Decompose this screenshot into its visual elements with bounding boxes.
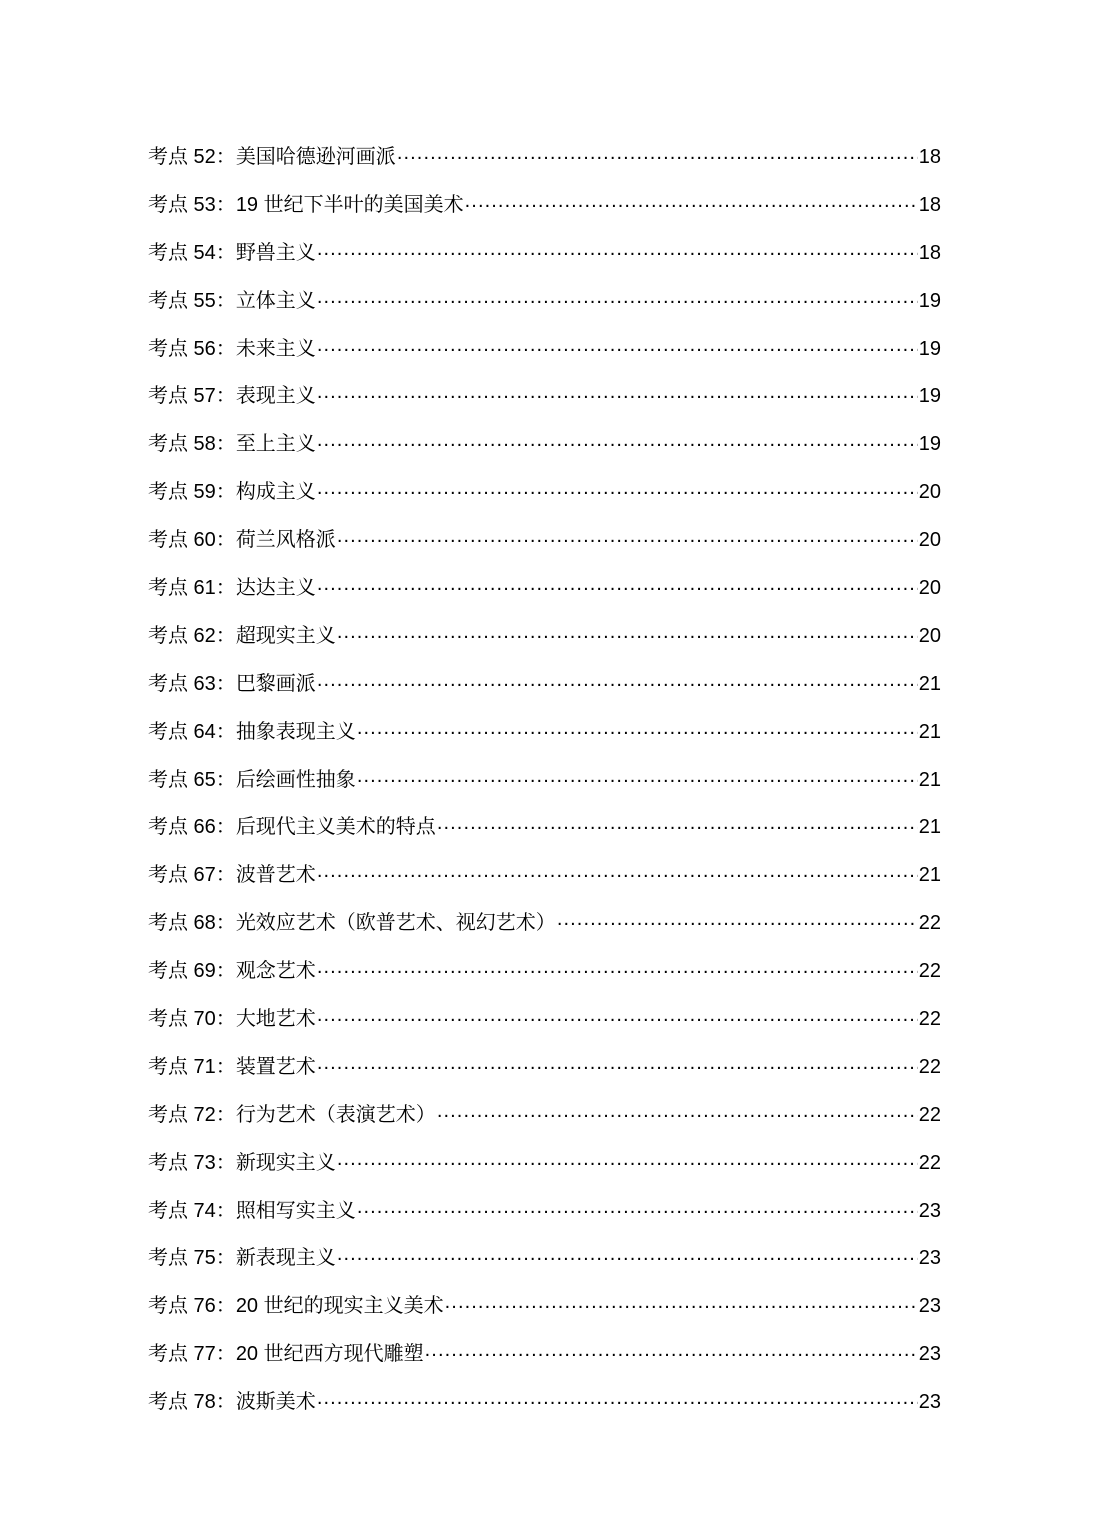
dot-leader [317,382,918,402]
toc-entry-page: 23 [918,1295,941,1318]
toc-entry-title: 波斯美术 [235,1391,316,1414]
toc-entry-title: 观念艺术 [235,960,316,983]
toc-entry-page: 22 [918,960,941,983]
dot-leader [317,430,918,450]
toc-entry-page: 22 [918,1055,941,1078]
toc-entry-number: 考点 68： [148,912,236,935]
toc-entry[interactable] [148,284,941,332]
toc-entry[interactable] [148,619,941,667]
toc-entry[interactable] [148,1289,941,1337]
toc-entry-page: 18 [918,193,941,216]
toc-entry-number: 考点 73： [148,1151,236,1174]
toc-entry-title: 装置艺术 [235,1055,316,1078]
toc-entry-title: 照相写实主义 [235,1199,356,1222]
toc-entry-page: 23 [918,1391,941,1414]
toc-entry-page: 20 [918,577,941,600]
toc-entry[interactable] [148,571,941,619]
toc-entry-number: 考点 57： [148,385,236,408]
toc-entry-number: 考点 75： [148,1247,236,1270]
toc-entry[interactable] [148,332,941,380]
toc-entry-page: 19 [918,385,941,408]
toc-entry[interactable] [148,1385,941,1433]
toc-entry-page: 22 [918,1008,941,1031]
dot-leader [337,1149,918,1169]
toc-entry-page: 23 [918,1199,941,1222]
toc-entry-title: 立体主义 [235,289,316,312]
toc-entry-page: 21 [918,768,941,791]
dot-leader [317,861,918,881]
dot-leader [317,1005,918,1025]
toc-entry-number: 考点 64： [148,720,236,743]
toc-entry-number: 考点 77： [148,1343,236,1366]
toc-entry-page: 20 [918,481,941,504]
toc-entry-title: 野兽主义 [235,241,316,264]
toc-entry-title: 未来主义 [235,337,316,360]
toc-entry[interactable] [148,1194,941,1242]
table-of-contents [148,140,941,1433]
toc-entry-number: 考点 63： [148,672,236,695]
toc-entry-title: 波普艺术 [235,864,316,887]
toc-entry-number: 考点 67： [148,864,236,887]
toc-entry-number: 考点 65： [148,768,236,791]
toc-entry[interactable] [148,1050,941,1098]
toc-entry[interactable] [148,715,941,763]
toc-entry-number: 考点 66： [148,816,236,839]
toc-entry[interactable] [148,810,941,858]
toc-entry-page: 22 [918,912,941,935]
toc-entry-title: 19 世纪下半叶的美国美术 [235,193,464,216]
toc-entry-number: 考点 74： [148,1199,236,1222]
toc-entry-page: 19 [918,289,941,312]
toc-entry[interactable] [148,1337,941,1385]
toc-entry-page: 21 [918,864,941,887]
toc-entry-title: 超现实主义 [235,624,336,647]
toc-entry-page: 21 [918,720,941,743]
toc-entry-title: 构成主义 [235,481,316,504]
toc-entry-page: 23 [918,1247,941,1270]
toc-entry-page: 23 [918,1343,941,1366]
toc-entry-title: 巴黎画派 [235,672,316,695]
toc-entry[interactable] [148,763,941,811]
toc-entry-title: 达达主义 [235,577,316,600]
toc-entry-number: 考点 61： [148,577,236,600]
toc-entry-title: 大地艺术 [235,1008,316,1031]
dot-leader [337,1244,918,1264]
toc-entry-title: 美国哈德逊河画派 [235,146,396,168]
dot-leader [437,813,918,833]
toc-entry-title: 至上主义 [235,433,316,456]
toc-entry-page: 22 [918,1151,941,1174]
toc-entry[interactable] [148,667,941,715]
toc-entry-number: 考点 70： [148,1008,236,1031]
toc-entry-title: 后现代主义美术的特点 [235,816,436,839]
toc-entry-title: 抽象表现主义 [235,720,356,743]
toc-entry-page: 18 [918,241,941,264]
dot-leader [317,335,918,355]
toc-entry[interactable] [148,475,941,523]
toc-entry-page: 22 [918,1103,941,1126]
toc-entry[interactable] [148,1241,941,1289]
dot-leader [337,622,918,642]
toc-entry-number: 考点 54： [148,241,236,264]
toc-entry[interactable] [148,906,941,954]
dot-leader [465,191,918,211]
toc-entry-title: 20 世纪的现实主义美术 [235,1295,444,1318]
toc-entry-page: 20 [918,529,941,552]
toc-entry-title: 行为艺术（表演艺术） [235,1103,436,1126]
dot-leader [357,1197,918,1217]
toc-entry-number: 考点 52： [148,146,236,168]
dot-leader [397,143,918,163]
toc-entry-page: 19 [918,337,941,360]
dot-leader [317,1388,918,1408]
toc-entry[interactable] [148,140,941,188]
dot-leader [317,957,918,977]
dot-leader [317,478,918,498]
toc-entry-number: 考点 72： [148,1103,236,1126]
toc-entry-title: 荷兰风格派 [235,529,336,552]
toc-entry-number: 考点 69： [148,960,236,983]
toc-entry[interactable] [148,1098,941,1146]
toc-entry-number: 考点 53： [148,193,236,216]
toc-entry-title: 新现实主义 [235,1151,336,1174]
toc-entry[interactable] [148,858,941,906]
dot-leader [317,1053,918,1073]
toc-entry-number: 考点 71： [148,1055,236,1078]
toc-entry[interactable] [148,188,941,236]
toc-entry-page: 18 [918,146,941,168]
dot-leader [317,574,918,594]
toc-entry-page: 21 [918,672,941,695]
toc-entry[interactable] [148,1146,941,1194]
dot-leader [425,1340,918,1360]
toc-entry-title: 后绘画性抽象 [235,768,356,791]
toc-entry-number: 考点 62： [148,624,236,647]
dot-leader [437,1101,918,1121]
toc-entry-number: 考点 60： [148,529,236,552]
toc-entry-number: 考点 58： [148,433,236,456]
toc-entry[interactable] [148,954,941,1002]
toc-entry-page: 19 [918,433,941,456]
toc-entry-title: 表现主义 [235,385,316,408]
toc-entry[interactable] [148,427,941,475]
toc-entry-page: 21 [918,816,941,839]
toc-entry-number: 考点 56： [148,337,236,360]
toc-entry-page: 20 [918,624,941,647]
toc-entry[interactable] [148,1002,941,1050]
dot-leader [357,718,918,738]
toc-entry-title: 20 世纪西方现代雕塑 [235,1343,424,1366]
toc-entry-number: 考点 76： [148,1295,236,1318]
dot-leader [317,670,918,690]
dot-leader [317,239,918,259]
toc-entry-title: 新表现主义 [235,1247,336,1270]
toc-entry-number: 考点 55： [148,289,236,312]
toc-entry-number: 考点 59： [148,481,236,504]
dot-leader [357,766,918,786]
toc-entry-title: 光效应艺术（欧普艺术、视幻艺术） [235,912,556,935]
dot-leader [557,909,918,929]
dot-leader [317,287,918,307]
toc-entry[interactable] [148,236,941,284]
toc-entry[interactable] [148,523,941,571]
dot-leader [445,1292,918,1312]
toc-entry[interactable] [148,379,941,427]
toc-entry-number: 考点 78： [148,1391,236,1414]
dot-leader [337,526,918,546]
